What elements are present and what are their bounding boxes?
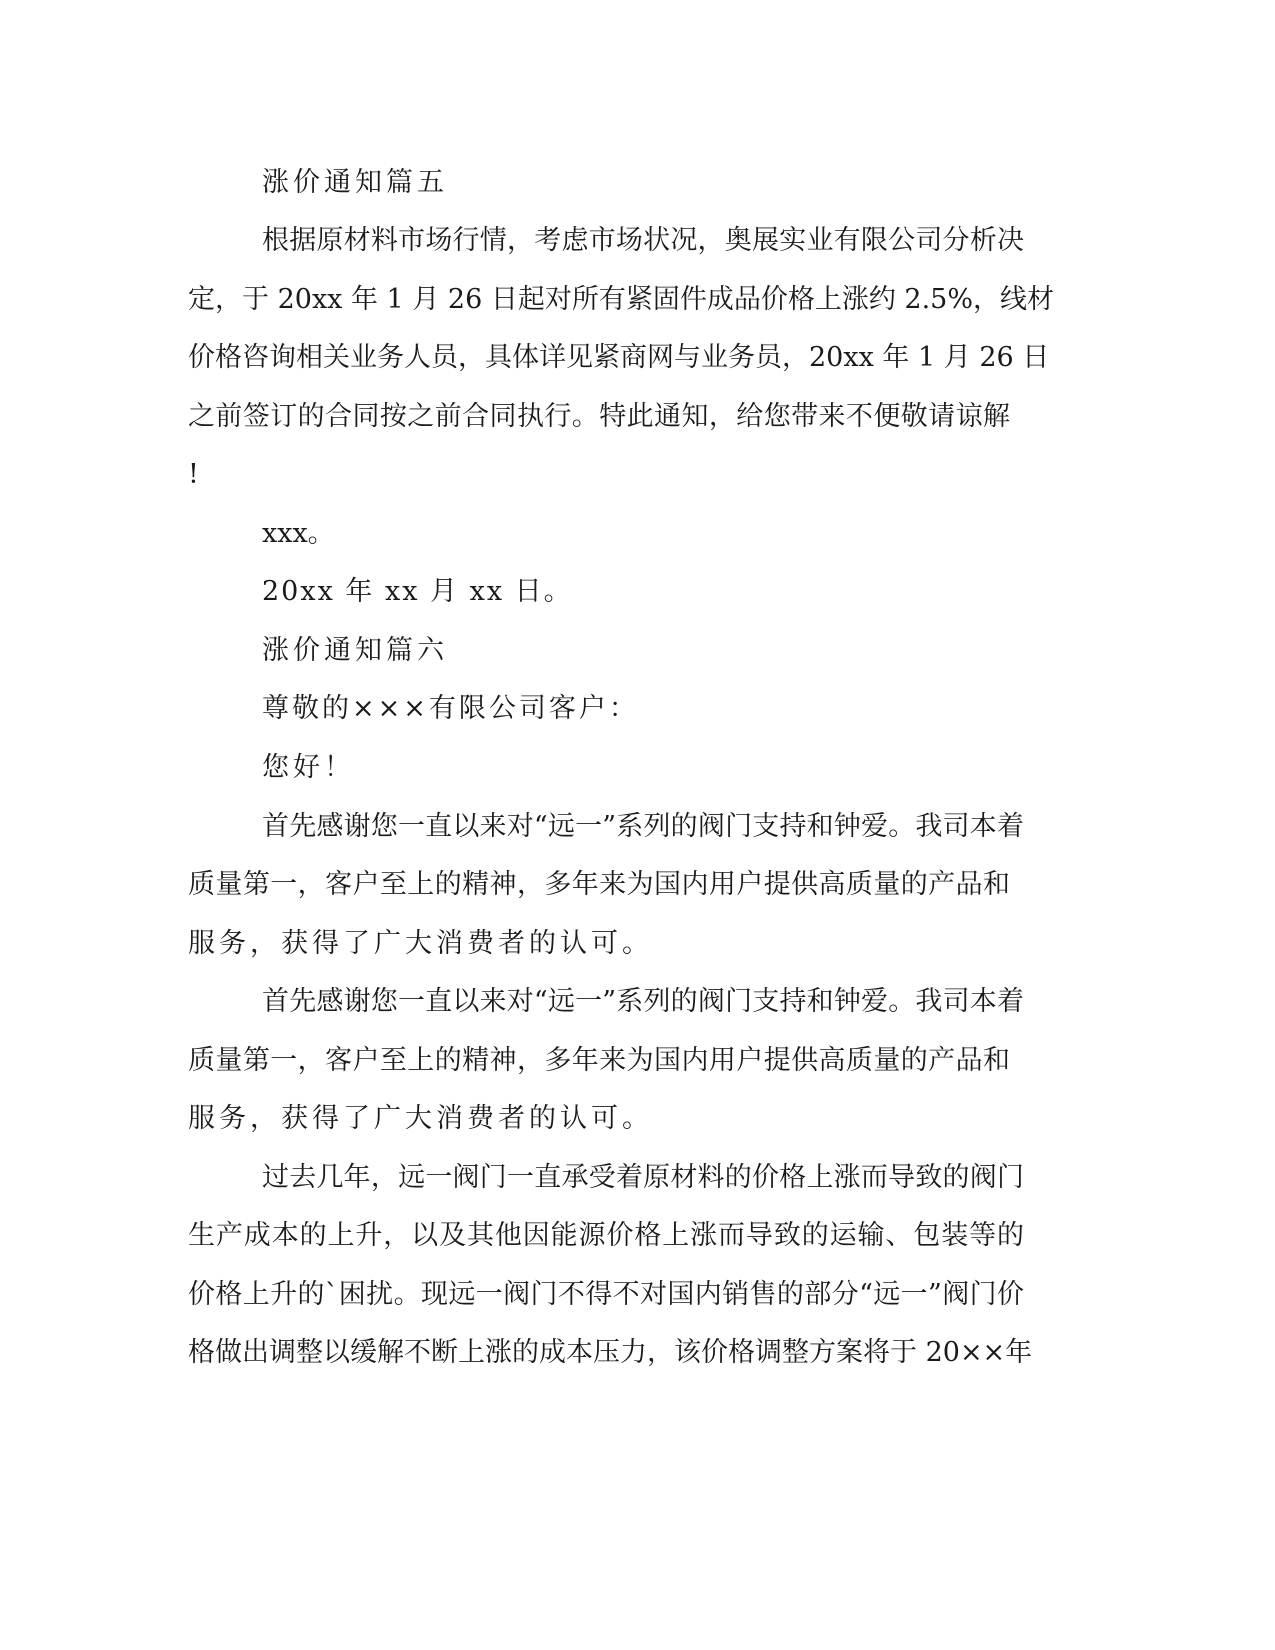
paragraph-line: 首先感谢您一直以来对“远一”系列的阀门支持和钟爱。我司本着	[262, 811, 1024, 842]
paragraph-line: 首先感谢您一直以来对“远一”系列的阀门支持和钟爱。我司本着	[262, 986, 1024, 1017]
paragraph-line: 价格上升的`困扰。现远一阀门不得不对国内销售的部分“远一”阀门价	[188, 1279, 1024, 1310]
paragraph-line: 根据原材料市场行情，考虑市场状况，奥展实业有限公司分析决	[262, 225, 1024, 256]
signature-date: 20xx 年 xx 月 xx 日。	[262, 576, 573, 607]
paragraph-line: 格做出调整以缓解不断上涨的成本压力，该价格调整方案将于 20××年	[188, 1337, 1033, 1368]
paragraph-line: 服务，获得了广大消费者的认可。	[188, 928, 653, 959]
section-heading-5: 涨价通知篇五	[262, 167, 448, 198]
paragraph-line: 生产成本的上升，以及其他因能源价格上涨而导致的运输、包装等的	[188, 1220, 1024, 1251]
signature-name: xxx。	[262, 518, 335, 549]
greeting: 您好！	[262, 752, 355, 783]
paragraph-line: 价格咨询相关业务人员，具体详见紧商网与业务员，20xx 年 1 月 26 日	[188, 342, 1050, 373]
paragraph-line: 质量第一，客户至上的精神，多年来为国内用户提供高质量的产品和	[188, 869, 1010, 900]
paragraph-line: 过去几年，远一阀门一直承受着原材料的价格上涨而导致的阀门	[262, 1162, 1024, 1193]
paragraph-line: 定，于 20xx 年 1 月 26 日起对所有紧固件成品价格上涨约 2.5%，线材	[188, 284, 1055, 315]
paragraph-line: 服务，获得了广大消费者的认可。	[188, 1103, 653, 1134]
section-heading-6: 涨价通知篇六	[262, 635, 448, 666]
paragraph-line: 之前签订的合同按之前合同执行。特此通知，给您带来不便敬请谅解	[188, 401, 1010, 432]
paragraph-line: !	[188, 459, 203, 490]
salutation: 尊敬的×××有限公司客户：	[262, 693, 639, 724]
paragraph-line: 质量第一，客户至上的精神，多年来为国内用户提供高质量的产品和	[188, 1045, 1010, 1076]
